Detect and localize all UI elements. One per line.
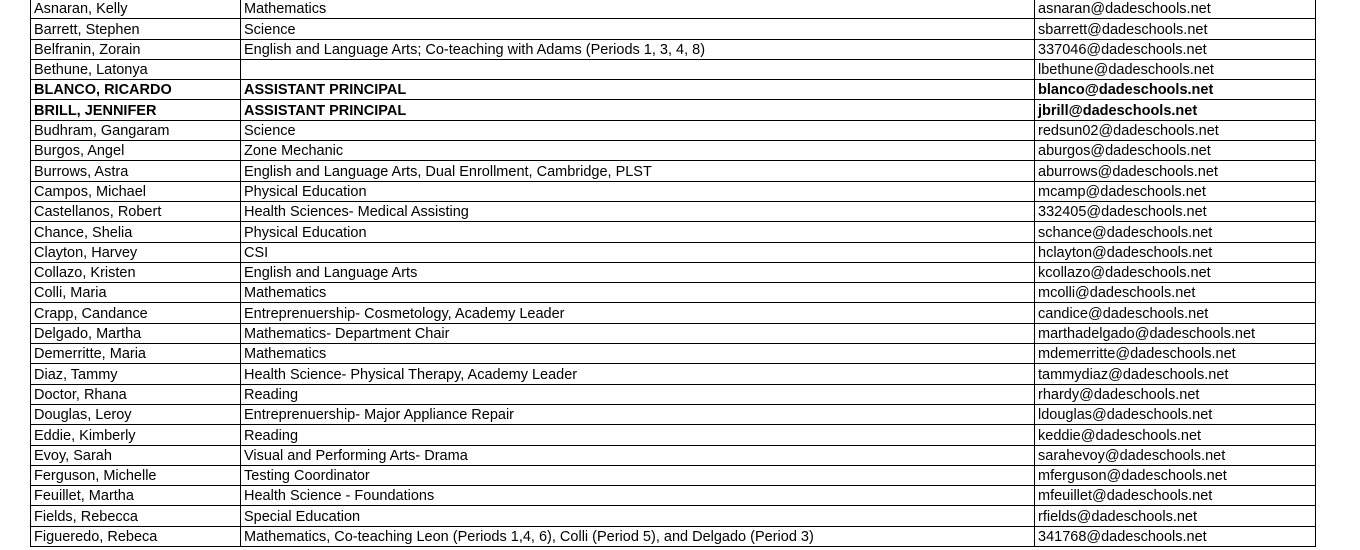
staff-email-cell: tammydiaz@dadeschools.net <box>1035 364 1316 384</box>
staff-department-cell: Entreprenuership- Cosmetology, Academy Leader <box>241 303 1035 323</box>
staff-name-cell: BRILL, JENNIFER <box>31 100 241 120</box>
staff-email-cell: schance@dadeschools.net <box>1035 222 1316 242</box>
staff-email-cell: keddie@dadeschools.net <box>1035 425 1316 445</box>
staff-name-cell: Ferguson, Michelle <box>31 465 241 485</box>
staff-row <box>31 344 1316 364</box>
staff-department-cell: Reading <box>241 425 1035 445</box>
staff-name-cell: Demerritte, Maria <box>31 344 241 364</box>
staff-name-cell: Douglas, Leroy <box>31 404 241 424</box>
staff-row <box>31 80 1316 100</box>
staff-email-cell: lbethune@dadeschools.net <box>1035 59 1316 79</box>
staff-row <box>31 141 1316 161</box>
staff-department-cell: English and Language Arts, Dual Enrollment, Cambridge, PLST <box>241 161 1035 181</box>
staff-email-cell: mfeuillet@dadeschools.net <box>1035 486 1316 506</box>
staff-department-cell: English and Language Arts <box>241 262 1035 282</box>
staff-department-cell: Testing Coordinator <box>241 465 1035 485</box>
staff-email-cell: jbrill@dadeschools.net <box>1035 100 1316 120</box>
staff-department-cell: Health Science - Foundations <box>241 486 1035 506</box>
staff-name-cell: Chance, Shelia <box>31 222 241 242</box>
staff-department-cell: Mathematics <box>241 344 1035 364</box>
staff-email-cell: aburgos@dadeschools.net <box>1035 141 1316 161</box>
staff-department-cell: ASSISTANT PRINCIPAL <box>241 100 1035 120</box>
staff-name-cell: Bethune, Latonya <box>31 59 241 79</box>
staff-department-cell: Mathematics <box>241 283 1035 303</box>
staff-email-cell: candice@dadeschools.net <box>1035 303 1316 323</box>
staff-department-cell: Zone Mechanic <box>241 141 1035 161</box>
staff-department-cell: Health Sciences- Medical Assisting <box>241 201 1035 221</box>
staff-row <box>31 242 1316 262</box>
staff-name-cell: Barrett, Stephen <box>31 19 241 39</box>
staff-email-cell: 337046@dadeschools.net <box>1035 39 1316 59</box>
staff-row <box>31 323 1316 343</box>
staff-name-cell: Belfranin, Zorain <box>31 39 241 59</box>
staff-email-cell: aburrows@dadeschools.net <box>1035 161 1316 181</box>
staff-department-cell: Science <box>241 120 1035 140</box>
staff-row <box>31 303 1316 323</box>
staff-email-cell: blanco@dadeschools.net <box>1035 80 1316 100</box>
staff-name-cell: Diaz, Tammy <box>31 364 241 384</box>
staff-row <box>31 283 1316 303</box>
staff-row <box>31 465 1316 485</box>
staff-department-cell: Physical Education <box>241 181 1035 201</box>
staff-department-cell: English and Language Arts; Co-teaching with Adams (Periods 1, 3, 4, 8) <box>241 39 1035 59</box>
staff-name-cell: Delgado, Martha <box>31 323 241 343</box>
staff-department-cell: Visual and Performing Arts- Drama <box>241 445 1035 465</box>
staff-row <box>31 506 1316 526</box>
staff-row <box>31 445 1316 465</box>
staff-email-cell: ldouglas@dadeschools.net <box>1035 404 1316 424</box>
staff-row <box>31 181 1316 201</box>
staff-name-cell: Crapp, Candance <box>31 303 241 323</box>
staff-department-cell: Mathematics <box>241 0 1035 19</box>
staff-row <box>31 384 1316 404</box>
staff-row <box>31 364 1316 384</box>
staff-name-cell: Doctor, Rhana <box>31 384 241 404</box>
staff-email-cell: hclayton@dadeschools.net <box>1035 242 1316 262</box>
staff-row <box>31 262 1316 282</box>
staff-email-cell: redsun02@dadeschools.net <box>1035 120 1316 140</box>
staff-name-cell: Eddie, Kimberly <box>31 425 241 445</box>
staff-row <box>31 59 1316 79</box>
staff-department-cell <box>241 59 1035 79</box>
staff-department-cell: Physical Education <box>241 222 1035 242</box>
staff-row <box>31 161 1316 181</box>
staff-name-cell: Burrows, Astra <box>31 161 241 181</box>
staff-row <box>31 201 1316 221</box>
staff-email-cell: sarahevoy@dadeschools.net <box>1035 445 1316 465</box>
staff-name-cell: Burgos, Angel <box>31 141 241 161</box>
staff-name-cell: BLANCO, RICARDO <box>31 80 241 100</box>
staff-row <box>31 404 1316 424</box>
staff-row <box>31 100 1316 120</box>
staff-name-cell: Colli, Maria <box>31 283 241 303</box>
staff-email-cell: asnaran@dadeschools.net <box>1035 0 1316 19</box>
staff-row <box>31 120 1316 140</box>
staff-email-cell: mcolli@dadeschools.net <box>1035 283 1316 303</box>
staff-name-cell: Clayton, Harvey <box>31 242 241 262</box>
staff-department-cell: Special Education <box>241 506 1035 526</box>
staff-email-cell: rhardy@dadeschools.net <box>1035 384 1316 404</box>
staff-directory-table <box>30 0 1316 547</box>
staff-row <box>31 0 1316 19</box>
staff-email-cell: 332405@dadeschools.net <box>1035 201 1316 221</box>
staff-department-cell: Mathematics, Co-teaching Leon (Periods 1,4, 6), Colli (Period 5), and Delgado (Period 3) <box>241 526 1035 546</box>
staff-name-cell: Fields, Rebecca <box>31 506 241 526</box>
staff-email-cell: mferguson@dadeschools.net <box>1035 465 1316 485</box>
staff-row <box>31 39 1316 59</box>
staff-email-cell: mcamp@dadeschools.net <box>1035 181 1316 201</box>
staff-department-cell: ASSISTANT PRINCIPAL <box>241 80 1035 100</box>
staff-email-cell: marthadelgado@dadeschools.net <box>1035 323 1316 343</box>
staff-department-cell: Mathematics- Department Chair <box>241 323 1035 343</box>
staff-directory-body <box>31 0 1316 547</box>
staff-name-cell: Collazo, Kristen <box>31 262 241 282</box>
staff-department-cell: Science <box>241 19 1035 39</box>
staff-name-cell: Evoy, Sarah <box>31 445 241 465</box>
staff-department-cell: Entreprenuership- Major Appliance Repair <box>241 404 1035 424</box>
staff-row <box>31 526 1316 546</box>
staff-name-cell: Asnaran, Kelly <box>31 0 241 19</box>
staff-email-cell: mdemerritte@dadeschools.net <box>1035 344 1316 364</box>
staff-name-cell: Figueredo, Rebeca <box>31 526 241 546</box>
staff-email-cell: sbarrett@dadeschools.net <box>1035 19 1316 39</box>
staff-email-cell: kcollazo@dadeschools.net <box>1035 262 1316 282</box>
staff-row <box>31 425 1316 445</box>
staff-name-cell: Feuillet, Martha <box>31 486 241 506</box>
staff-department-cell: Reading <box>241 384 1035 404</box>
staff-name-cell: Budhram, Gangaram <box>31 120 241 140</box>
staff-department-cell: CSI <box>241 242 1035 262</box>
staff-row <box>31 486 1316 506</box>
staff-row <box>31 19 1316 39</box>
staff-row <box>31 222 1316 242</box>
staff-name-cell: Campos, Michael <box>31 181 241 201</box>
staff-name-cell: Castellanos, Robert <box>31 201 241 221</box>
staff-department-cell: Health Science- Physical Therapy, Academy Leader <box>241 364 1035 384</box>
staff-email-cell: rfields@dadeschools.net <box>1035 506 1316 526</box>
staff-email-cell: 341768@dadeschools.net <box>1035 526 1316 546</box>
